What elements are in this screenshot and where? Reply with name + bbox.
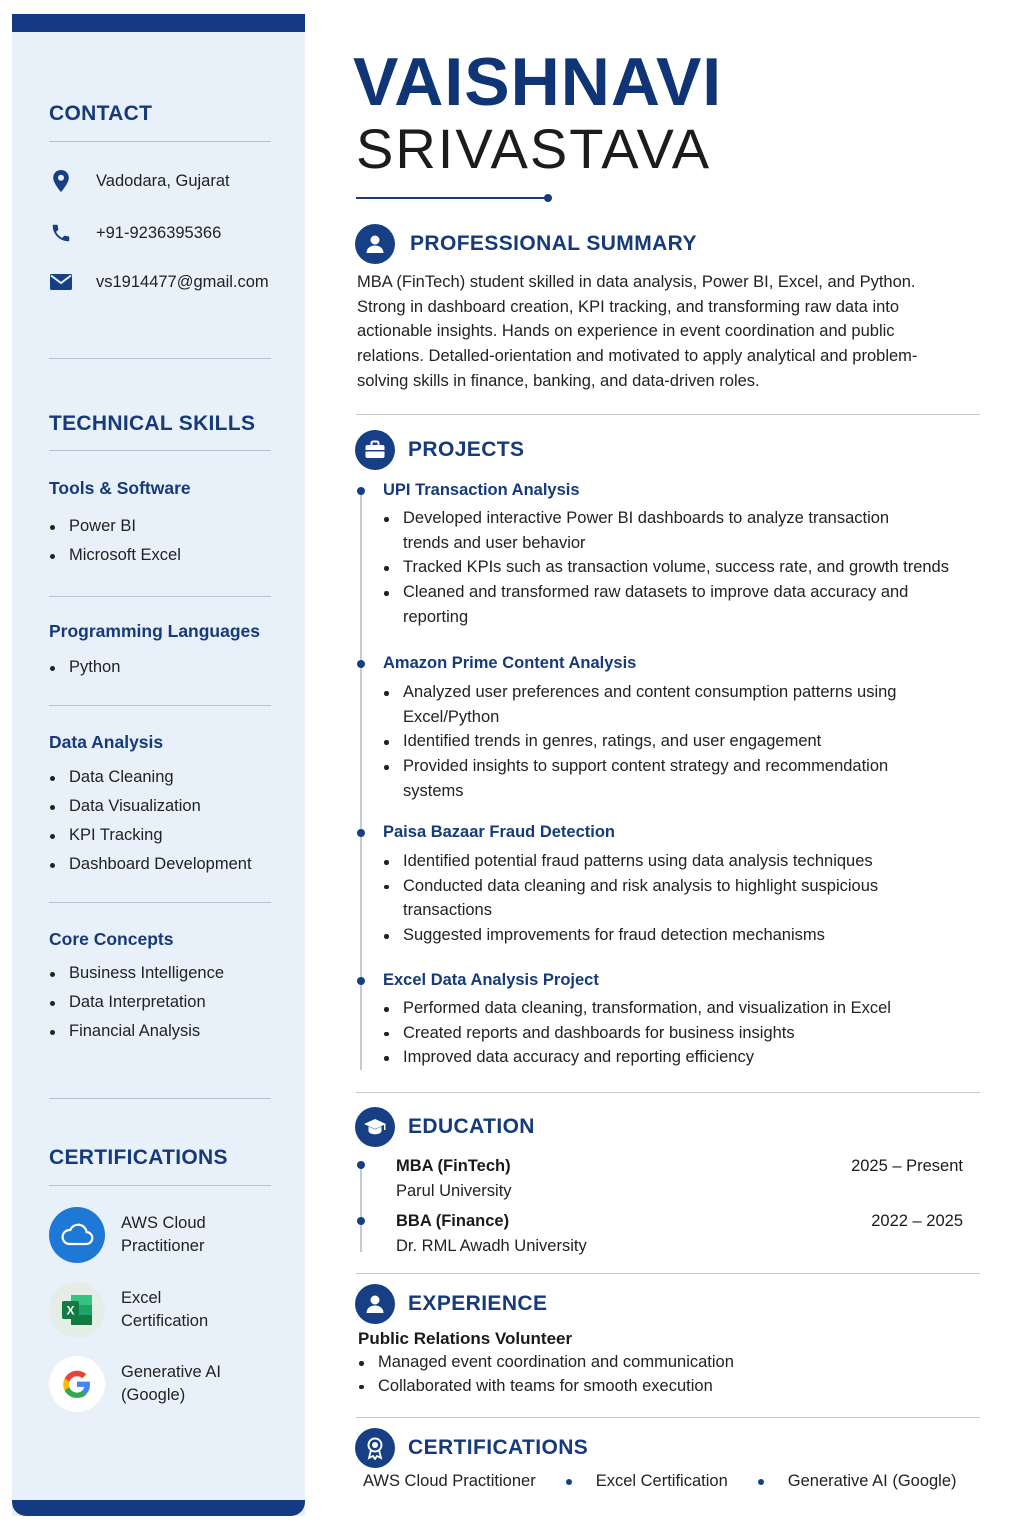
list-item: Collaborated with teams for smooth execution [358, 1375, 734, 1399]
list-item: Tracked KPIs such as transaction volume, success rate, and growth trends [383, 555, 958, 580]
cert-label: Certification [121, 1312, 209, 1330]
separator-dot [758, 1479, 764, 1485]
list-item: Microsoft Excel [49, 541, 181, 570]
edu-degree: MBA (FinTech) [396, 1157, 511, 1175]
excel-icon [49, 1282, 105, 1338]
experience-heading: EXPERIENCE [408, 1292, 548, 1315]
timeline-dot [357, 977, 365, 985]
divider [49, 596, 271, 597]
contact-email [49, 268, 269, 296]
divider [49, 1098, 271, 1099]
project-bullets [383, 996, 958, 1070]
education-timeline [360, 1162, 362, 1252]
list-item: Identified potential fraud patterns using data analysis techniques [383, 849, 958, 874]
edu-dates: 2022 – 2025 [871, 1212, 963, 1230]
cert-label: Excel [121, 1289, 162, 1307]
list-item: Provided insights to support content strategy and recommendation systems [383, 754, 958, 803]
user-icon [355, 224, 395, 264]
list-item: Performed data cleaning, transformation, and visualization in Excel [383, 996, 958, 1021]
contact-phone [49, 219, 221, 247]
name-last: SRIVASTAVA [356, 117, 712, 180]
contact-location [49, 167, 230, 195]
divider [356, 1417, 980, 1418]
phone-icon [49, 221, 73, 245]
timeline-dot [357, 1217, 365, 1225]
project-bullets [383, 680, 958, 804]
cert-item: AWS Cloud Practitioner [363, 1472, 536, 1490]
certifications-main-heading: CERTIFICATIONS [408, 1436, 589, 1459]
project-title: Amazon Prime Content Analysis [383, 654, 637, 672]
name-underline-dot [544, 194, 552, 202]
list-item: Identified trends in genres, ratings, and user engagement [383, 729, 958, 754]
list-item: KPI Tracking [49, 821, 252, 850]
list-item: Cleaned and transformed raw datasets to improve data accuracy and reporting [383, 580, 958, 629]
divider [49, 141, 271, 142]
list-item: Improved data accuracy and reporting efficiency [383, 1045, 958, 1070]
timeline-dot [357, 660, 365, 668]
sidebar-top-bar [12, 14, 305, 32]
certifications-heading: CERTIFICATIONS [49, 1146, 228, 1169]
sidebar-bottom-bar [12, 1500, 305, 1516]
svg-text:X: X [66, 1303, 75, 1318]
award-ribbon-icon [355, 1428, 395, 1468]
location-pin-icon [49, 169, 73, 193]
projects-heading: PROJECTS [408, 438, 525, 461]
technical-skills-heading: TECHNICAL SKILLS [49, 412, 256, 435]
cert-label: Generative AI [121, 1363, 221, 1381]
contact-phone-text: +91-9236395366 [96, 223, 222, 242]
cert-label: Practitioner [121, 1237, 205, 1255]
project-title: UPI Transaction Analysis [383, 481, 580, 499]
edu-dates: 2025 – Present [851, 1157, 963, 1175]
cert-item: Generative AI (Google) [787, 1472, 957, 1490]
divider [356, 1273, 980, 1274]
timeline-dot [357, 829, 365, 837]
list-item: Managed event coordination and communication [358, 1351, 734, 1375]
contact-location-text: Vadodara, Gujarat [96, 171, 230, 190]
divider [356, 1092, 980, 1093]
list-item: Financial Analysis [49, 1017, 224, 1046]
edu-school: Parul University [396, 1182, 512, 1200]
list-item: Python [49, 653, 120, 682]
cert-label: (Google) [121, 1386, 186, 1404]
name-first: VAISHNAVI [353, 44, 723, 120]
project-title: Excel Data Analysis Project [383, 971, 599, 989]
divider [49, 705, 271, 706]
timeline-dot [357, 487, 365, 495]
list-item: Developed interactive Power BI dashboards to analyze transaction trends and user behavior [383, 506, 958, 555]
separator-dot [566, 1479, 572, 1485]
cert-excel [49, 1282, 241, 1338]
name-underline [356, 197, 546, 199]
graduation-cap-icon [355, 1107, 395, 1147]
divider [49, 902, 271, 903]
project-bullets [383, 506, 958, 630]
divider [49, 1185, 271, 1186]
user-icon [355, 1284, 395, 1324]
divider [356, 414, 980, 415]
edu-degree: BBA (Finance) [396, 1212, 510, 1230]
education-heading: EDUCATION [408, 1115, 535, 1138]
skill-list-data-analysis [49, 763, 252, 879]
divider [49, 358, 271, 359]
email-icon [49, 270, 73, 294]
contact-email-text: vs1914477@gmail.com [96, 272, 269, 291]
experience-role: Public Relations Volunteer [358, 1329, 573, 1348]
cert-label: AWS Cloud [121, 1214, 206, 1232]
divider [49, 450, 271, 451]
project-title: Paisa Bazaar Fraud Detection [383, 823, 615, 841]
sidebar [12, 14, 305, 1516]
skill-group-title: Data Analysis [49, 732, 164, 752]
list-item: Conducted data cleaning and risk analysis to highlight suspicious transactions [383, 874, 958, 923]
cert-google [49, 1356, 241, 1412]
skill-group-title: Tools & Software [49, 478, 191, 498]
skill-list-tools [49, 512, 181, 570]
aws-cloud-icon [49, 1207, 105, 1263]
edu-school: Dr. RML Awadh University [396, 1237, 587, 1255]
experience-bullets [358, 1351, 734, 1398]
google-icon [49, 1356, 105, 1412]
cert-item: Excel Certification [595, 1472, 728, 1490]
list-item: Business Intelligence [49, 959, 224, 988]
summary-text: MBA (FinTech) student skilled in data analysis, Power BI, Excel, and Python. Strong in dashboard creation, KPI tracking, and transforming raw data into actionable insights. Hands on experience in event coordination and public relations. Detalled-orientation and motivated to apply analytical and problem-solving skills in finance, banking, and data-driven roles. [357, 273, 918, 390]
timeline-dot [357, 1161, 365, 1169]
briefcase-icon [355, 430, 395, 470]
cert-aws [49, 1207, 241, 1263]
contact-heading: CONTACT [49, 102, 153, 125]
list-item: Created reports and dashboards for business insights [383, 1021, 958, 1046]
list-item: Suggested improvements for fraud detection mechanisms [383, 923, 958, 948]
skill-group-title: Programming Languages [49, 621, 261, 641]
list-item: Data Cleaning [49, 763, 252, 792]
skill-list-programming [49, 653, 120, 682]
project-bullets [383, 849, 958, 948]
list-item: Power BI [49, 512, 181, 541]
skill-list-core-concepts [49, 959, 224, 1046]
list-item: Data Visualization [49, 792, 252, 821]
list-item: Dashboard Development [49, 850, 252, 879]
summary-heading: PROFESSIONAL SUMMARY [410, 232, 697, 255]
list-item: Analyzed user preferences and content consumption patterns using Excel/Python [383, 680, 958, 729]
certifications-row [363, 1472, 957, 1491]
skill-group-title: Core Concepts [49, 929, 174, 949]
list-item: Data Interpretation [49, 988, 224, 1017]
